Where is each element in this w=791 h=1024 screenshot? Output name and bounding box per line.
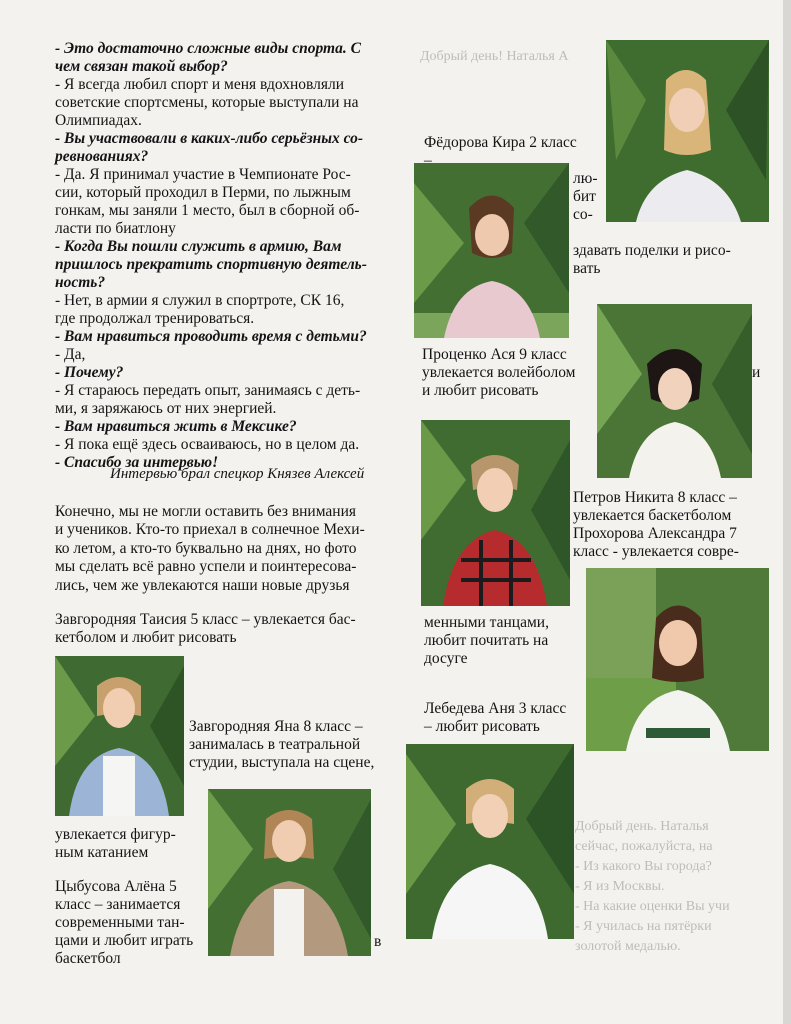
caption-line: Фёдорова Кира 2 класс — [424, 134, 577, 151]
bleed-through-text: сейчас, пожалуйста, на — [575, 839, 713, 854]
caption-line: Цыбусова Алёна 5 — [55, 878, 177, 895]
caption-line: увлекается баскетболом — [573, 507, 732, 524]
photo-prokhorova-alexandra — [421, 420, 570, 606]
intro-line: ко летом, а кто-то буквально на днях, но фото — [55, 539, 357, 557]
interview-line: - Да, — [55, 346, 86, 363]
caption-line: цами и любит играть — [55, 932, 194, 949]
caption-line: увлекается фигур- — [55, 826, 176, 843]
interview-line: чем связан такой выбор? — [55, 58, 228, 75]
bleed-through-text: - Из какого Вы города? — [575, 859, 712, 874]
interview-line: - Нет, в армии я служил в спортроте, СК 16, — [55, 292, 345, 309]
interview-line: ность? — [55, 274, 106, 291]
intro-line: мы сделать всё равно успели и поинтересова- — [55, 558, 357, 576]
interview-line: - Я стараюсь передать опыт, занимаясь с деть- — [55, 382, 361, 399]
caption-line: баскетбол — [55, 950, 121, 967]
caption-line: бит — [573, 188, 596, 205]
caption-line: Петров Никита 8 класс – — [573, 489, 737, 506]
bleed-through-text: - Я училась на пятёрки — [575, 919, 712, 934]
caption-line: менными танцами, — [424, 614, 549, 631]
photo-zavgorodnyaya-yana — [208, 789, 371, 956]
caption-line: вать — [573, 260, 601, 277]
interview-line: - Вы участвовали в каких-либо серьёзных со- — [55, 130, 364, 147]
bleed-through-text: Добрый день! Наталья А — [420, 49, 569, 64]
caption-line: класс – занимается — [55, 896, 181, 913]
bleed-through-text: Добрый день. Наталья — [575, 819, 709, 834]
interview-line: ми, я заряжаюсь от них энергией. — [55, 400, 277, 417]
interview-line: советские спортсмены, которые выступали на — [55, 94, 359, 111]
page-edge — [783, 0, 791, 1024]
interview-line: ревнованиях? — [55, 148, 149, 165]
interview-line: гонкам, мы заняли 1 место, был в сборной об- — [55, 202, 360, 219]
photo-protsenko-asya — [414, 163, 569, 338]
caption-line: со- — [573, 206, 593, 223]
caption-line: здавать поделки и рисо- — [573, 242, 731, 259]
interview-line: Олимпиадах. — [55, 112, 142, 129]
caption-line: современными тан- — [55, 914, 185, 931]
caption-line: Лебедева Аня 3 класс — [424, 700, 567, 717]
interview-line: - Вам нравиться проводить время с детьми? — [55, 328, 367, 345]
interview-line: - Спасибо за интервью! — [55, 454, 219, 471]
photo-lebedeva-anya — [586, 568, 769, 751]
caption-line: и любит рисовать — [422, 382, 539, 399]
caption-line: лю- — [573, 170, 598, 187]
caption-line: класс - увлекается совре- — [573, 543, 739, 560]
interview-line: пришлось прекратить спортивную деятель- — [55, 256, 367, 273]
interview-line: - Я пока ещё здесь осваиваюсь, но в целом да. — [55, 436, 360, 453]
photo-fedorova-kira — [606, 40, 769, 222]
intro-line: лись, чем же увлекаются наши новые друзья — [55, 576, 350, 594]
caption-line: студии, выступала на сцене, — [189, 754, 375, 771]
caption-line: Проценко Ася 9 класс — [422, 346, 567, 363]
intro-line: Конечно, мы не могли оставить без внимания — [55, 503, 357, 520]
caption-line: любит почитать на — [424, 632, 549, 649]
bleed-through-text: золотой медалью. — [575, 939, 681, 954]
interview-line: где продолжал тренироваться. — [55, 310, 255, 327]
interview-line: - Я всегда любил спорт и меня вдохновляли — [55, 76, 345, 93]
caption-line: кетболом и любит рисовать — [55, 629, 237, 646]
interview-line: - Это достаточно сложные виды спорта. С — [55, 40, 361, 57]
interview-line: - Когда Вы пошли служить в армию, Вам — [55, 238, 342, 255]
caption-line: – любит рисовать — [424, 718, 540, 735]
caption-line: досуге — [424, 650, 468, 667]
photo-zavgorodnyaya-taisiya — [55, 656, 184, 816]
interview-line: сии, который проходил в Перми, по лыжным — [55, 184, 351, 201]
caption-asya-tail: и — [752, 364, 761, 381]
interview-line: - Почему? — [55, 364, 124, 381]
interview-byline: Интервью брал спецкор Князев Алексей — [110, 466, 365, 482]
photo-tsybusova-alena — [406, 744, 574, 939]
interview-line: - Вам нравиться жить в Мексике? — [55, 418, 297, 435]
intro-line: и учеников. Кто-то приехал в солнечное Мехи- — [55, 521, 365, 539]
caption-line: Прохорова Александра 7 — [573, 525, 737, 542]
caption-line: Завгородняя Таисия 5 класс – увлекается бас- — [55, 611, 356, 628]
caption-line: ным катанием — [55, 844, 149, 861]
caption-line: – — [424, 152, 432, 169]
photo-petrov-nikita — [597, 304, 752, 478]
caption-line: увлекается волейболом — [422, 364, 576, 381]
bleed-through-text: - Я из Москвы. — [575, 879, 665, 894]
interview-line: - Да. Я принимал участие в Чемпионате Рос- — [55, 166, 351, 183]
caption-alena-tail: в — [374, 933, 382, 950]
interview-line: ласти по биатлону — [55, 220, 176, 237]
caption-line: Завгородняя Яна 8 класс – — [189, 718, 363, 735]
caption-line: занималась в театральной — [189, 736, 361, 753]
bleed-through-text: - На какие оценки Вы учи — [575, 899, 730, 914]
